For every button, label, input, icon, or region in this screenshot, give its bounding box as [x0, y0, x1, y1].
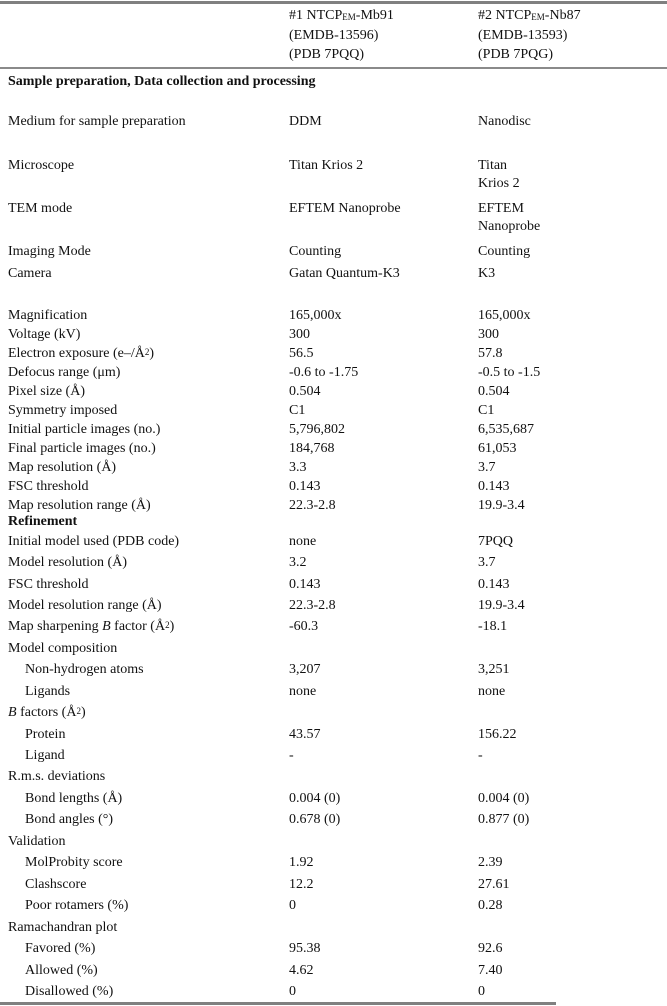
row-label: FSC threshold	[8, 479, 89, 494]
row-value-1: 3,207	[289, 662, 321, 677]
header-2-pdb: (PDB 7PQG)	[478, 47, 554, 62]
row-value-2: 92.6	[478, 941, 503, 956]
header-1-title: #1 NTCP	[289, 8, 343, 23]
row-value-1: 1.92	[289, 855, 314, 870]
header-2-subscript: EM	[531, 12, 545, 22]
row-value-1: -	[289, 748, 294, 763]
row-label: Non-hydrogen atoms	[25, 662, 144, 677]
row-value-1: 184,768	[289, 441, 335, 456]
row-value-1: 0.504	[289, 384, 321, 399]
row-value-1: 0.143	[289, 577, 321, 592]
row-value-2: 156.22	[478, 727, 517, 742]
row-value-1: 12.2	[289, 877, 314, 892]
row-value-1: 0	[289, 898, 296, 913]
row-label: Electron exposure $(e-/Å^2)$	[8, 346, 155, 361]
row-label: Magnification	[8, 308, 88, 323]
row-value-2: 0.143	[478, 577, 510, 592]
row-value-2: 165,000x	[478, 308, 531, 323]
row-label: Bond angles (°)	[25, 812, 114, 827]
row-label: Map sharpening B factor $(Å^2)$	[8, 619, 175, 634]
row-label: Camera	[8, 266, 52, 281]
row-value-1: Counting	[289, 244, 342, 259]
header-1-emdb: (EMDB-13596)	[289, 28, 379, 43]
row-label: Symmetry imposed	[8, 403, 118, 418]
column-header-2	[478, 6, 581, 64]
row-value-2: 7PQQ	[478, 534, 514, 549]
row-value-1: C1	[289, 403, 306, 418]
row-label: Bond lengths (Å)	[25, 791, 123, 806]
row-value-1: 0.004 (0)	[289, 791, 341, 806]
row-label: Pixel size (Å)	[8, 384, 85, 399]
row-label: R.m.s. deviations	[8, 769, 106, 784]
row-value-2: -0.5 to -1.5	[478, 365, 541, 380]
row-value-1: none	[289, 684, 317, 699]
row-value-2: -18.1	[478, 619, 508, 634]
row-value-1: 43.57	[289, 727, 321, 742]
row-label: TEM mode	[8, 201, 73, 216]
row-label: B factors $(Å^2)$	[8, 705, 86, 720]
row-value-1: 165,000x	[289, 308, 342, 323]
row-label: Ligands	[25, 684, 71, 699]
row-label: Imaging Mode	[8, 244, 91, 259]
row-value-1: DDM	[289, 114, 322, 129]
row-value-1: EFTEM Nanoprobe	[289, 201, 401, 216]
row-label: Disallowed (%)	[25, 984, 114, 999]
row-value-2: 57.8	[478, 346, 503, 361]
section-title-data-collection: Sample preparation, Data collection and processing	[8, 74, 316, 89]
row-value-2: 300	[478, 327, 499, 342]
row-value-1: 22.3-2.8	[289, 598, 336, 613]
row-value-2: 7.40	[478, 963, 503, 978]
row-value-2: 19.9-3.4	[478, 498, 525, 513]
row-value-1: 22.3-2.8	[289, 498, 336, 513]
row-value-1: 3.3	[289, 460, 307, 475]
row-value-2: 3.7	[478, 555, 496, 570]
row-value-2: 19.9-3.4	[478, 598, 525, 613]
row-label: Ramachandran plot	[8, 920, 118, 935]
row-value-1: 5,796,802	[289, 422, 345, 437]
row-value-1: 300	[289, 327, 310, 342]
row-value-2: 27.61	[478, 877, 510, 892]
row-value-2: 0.143	[478, 479, 510, 494]
row-label: Map resolution range (Å)	[8, 498, 151, 513]
row-label: Poor rotamers (%)	[25, 898, 129, 913]
header-1-subscript: EM	[342, 12, 356, 22]
row-label: Defocus range (μm)	[8, 365, 121, 380]
row-value-2: Counting	[478, 244, 531, 259]
header-1-pdb: (PDB 7PQQ)	[289, 47, 365, 62]
header-2-emdb: (EMDB-13593)	[478, 28, 568, 43]
row-value-2: 0.004 (0)	[478, 791, 530, 806]
row-value-1: Titan Krios 2	[289, 158, 364, 173]
row-label: Protein	[25, 727, 66, 742]
row-label: Initial model used (PDB code)	[8, 534, 180, 549]
row-value-1: 4.62	[289, 963, 314, 978]
row-value-1: 95.38	[289, 941, 321, 956]
row-label: MolProbity score	[25, 855, 123, 870]
row-value-2: 0	[478, 984, 485, 999]
row-value-1: 56.5	[289, 346, 314, 361]
row-value-2: 3,251	[478, 662, 510, 677]
header-2-suffix: -Nb87	[544, 8, 581, 23]
row-value-2: none	[478, 684, 506, 699]
header-2-title: #2 NTCP	[478, 8, 532, 23]
row-label: Model composition	[8, 641, 118, 656]
row-value-1: 0.143	[289, 479, 321, 494]
row-value-1: 0	[289, 984, 296, 999]
row-label: Model resolution range (Å)	[8, 598, 162, 613]
row-label: Map resolution (Å)	[8, 460, 117, 475]
row-value-2: -	[478, 748, 483, 763]
row-label: Clashscore	[25, 877, 87, 892]
row-value-2: K3	[478, 266, 496, 281]
header-1-suffix: -Mb91	[355, 8, 394, 23]
row-value-2: 6,535,687	[478, 422, 534, 437]
row-label: Favored (%)	[25, 941, 96, 956]
row-label: Final particle images (no.)	[8, 441, 156, 456]
row-value-2: 2.39	[478, 855, 503, 870]
row-value-1: 3.2	[289, 555, 307, 570]
row-value-2: EFTEM Nanoprobe	[478, 201, 541, 234]
row-value-2: 0.877 (0)	[478, 812, 530, 827]
row-label: Initial particle images (no.)	[8, 422, 161, 437]
header-bottom-rule	[0, 67, 667, 69]
row-value-2: Titan Krios 2	[478, 158, 520, 191]
row-value-2: C1	[478, 403, 495, 418]
row-value-1: -0.6 to -1.75	[289, 365, 359, 380]
row-label: Voltage (kV)	[8, 327, 81, 342]
row-label: Validation	[8, 834, 66, 849]
row-value-2: Nanodisc	[478, 114, 531, 129]
row-value-2: 61,053	[478, 441, 517, 456]
table-top-rule	[0, 1, 667, 4]
row-label: FSC threshold	[8, 577, 89, 592]
row-label: Allowed (%)	[25, 963, 98, 978]
column-header-1	[289, 6, 394, 64]
section-title-refinement: Refinement	[8, 514, 78, 529]
row-value-2: 0.504	[478, 384, 510, 399]
row-value-1: none	[289, 534, 317, 549]
table-bottom-rule	[0, 1002, 556, 1005]
row-value-1: Gatan Quantum-K3	[289, 266, 400, 281]
row-label: Microscope	[8, 158, 75, 173]
row-label: Medium for sample preparation	[8, 114, 186, 129]
row-label: Ligand	[25, 748, 65, 763]
row-value-1: 0.678 (0)	[289, 812, 341, 827]
row-label: Model resolution (Å)	[8, 555, 127, 570]
row-value-2: 3.7	[478, 460, 496, 475]
row-value-1: -60.3	[289, 619, 319, 634]
row-value-2: 0.28	[478, 898, 503, 913]
